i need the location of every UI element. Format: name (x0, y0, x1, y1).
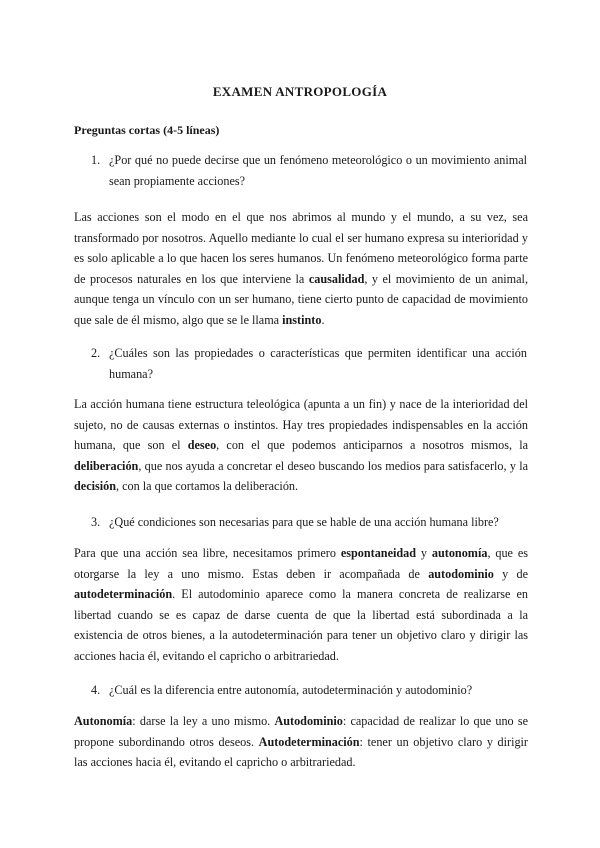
answer-text: , que es otorgarse la ley a uno mismo. Estas deben ir acompañada de (74, 546, 529, 581)
answer-text: Las acciones son el modo en el que nos abrimos al mundo y el mundo, a su vez, sea transformado por nosotros. Aquello mediante lo cual el ser humano expresa su interioridad y es solo aplicable a lo que hacen los seres humanos. Un fenómeno meteorológico forma parte de procesos naturales en los que interviene la (74, 210, 528, 286)
answer-text: , con el que podemos anticiparnos a nosotros mismos, la (216, 438, 529, 452)
question-number: 4. (91, 683, 101, 697)
answer-keyword: instinto (282, 312, 322, 327)
question-text: ¿Cuáles son las propiedades o características que permiten identificar una acción humana? (109, 346, 527, 381)
answer-keyword: Autodeterminación (258, 734, 360, 749)
answer-text: Para que una acción sea libre, necesitamos primero (74, 546, 341, 560)
answer-keyword: Autodominio (274, 714, 343, 728)
answer-keyword: decisión (74, 479, 116, 493)
document-title: EXAMEN ANTROPOLOGÍA (212, 84, 388, 99)
question-text: ¿Qué condiciones son necesarias para que se hable de una acción humana libre? (109, 515, 499, 529)
answer-keyword: deseo (187, 438, 217, 452)
answer-keyword: espontaneidad (340, 546, 417, 560)
answer-keyword: autonomía (431, 546, 488, 560)
answer-text: y de (493, 566, 528, 581)
answer-1 (74, 207, 528, 330)
answer-text: , con la que cortamos la deliberación. (115, 479, 299, 493)
question-4 (91, 680, 527, 701)
answer-text: : tener un objetivo claro y dirigir las acciones hacia él, evitando el capricho o arbitrariedad. (74, 734, 528, 769)
answer-keyword: deliberación (74, 458, 139, 473)
question-number: 2. (91, 346, 101, 360)
question-text: ¿Por qué no puede decirse que un fenómeno meteorológico o un movimiento animal sean propiamente acciones? (109, 153, 527, 188)
question-text: ¿Cuál es la diferencia entre autonomía, autodeterminación y autodominio? (109, 683, 473, 697)
answer-text: : darse la ley a uno mismo. (132, 714, 275, 728)
answer-text: . El autodominio aparece como la manera concreta de realizarse en libertad cuando se es capaz de darse cuenta de que la libertad está subordinada a la existencia de otros bienes, a la autodeterminación para tener un objetivo claro y dirigir las acciones hacia él, evitando el capricho o arbitrariedad. (74, 587, 528, 663)
answer-keyword: autodominio (428, 566, 494, 581)
answer-4 (74, 711, 528, 773)
answer-text: : capacidad de realizar lo que uno se propone subordinando otros deseos. (74, 714, 528, 749)
question-3 (91, 512, 527, 533)
section-heading: Preguntas cortas (4-5 líneas) (74, 123, 220, 137)
answer-text: , y el movimiento de un animal, aunque tenga un vínculo con un ser humano, tiene cierto punto de capacidad de movimiento que sale de él mismo, algo que se le llama (74, 271, 528, 327)
answer-text: La acción humana tiene estructura teleológica (apunta a un fin) y nace de la interioridad del sujeto, no de causas externas o instintos. Hay tres propiedades indispensables en la acción humana, que son el (74, 397, 528, 452)
question-2 (91, 343, 527, 385)
answer-text: , que nos ayuda a concretar el deseo buscando los medios para satisfacerlo, y la (138, 458, 528, 473)
answer-keyword: causalidad (308, 271, 365, 286)
answer-keyword: autodeterminación (74, 587, 173, 601)
answer-keyword: Autonomía (74, 714, 133, 728)
question-number: 1. (91, 153, 101, 167)
answer-text: . (321, 312, 325, 327)
answer-text: y (416, 546, 432, 560)
answer-3 (74, 543, 528, 666)
answer-2 (74, 394, 528, 497)
question-number: 3. (91, 515, 101, 529)
question-1 (91, 150, 527, 192)
